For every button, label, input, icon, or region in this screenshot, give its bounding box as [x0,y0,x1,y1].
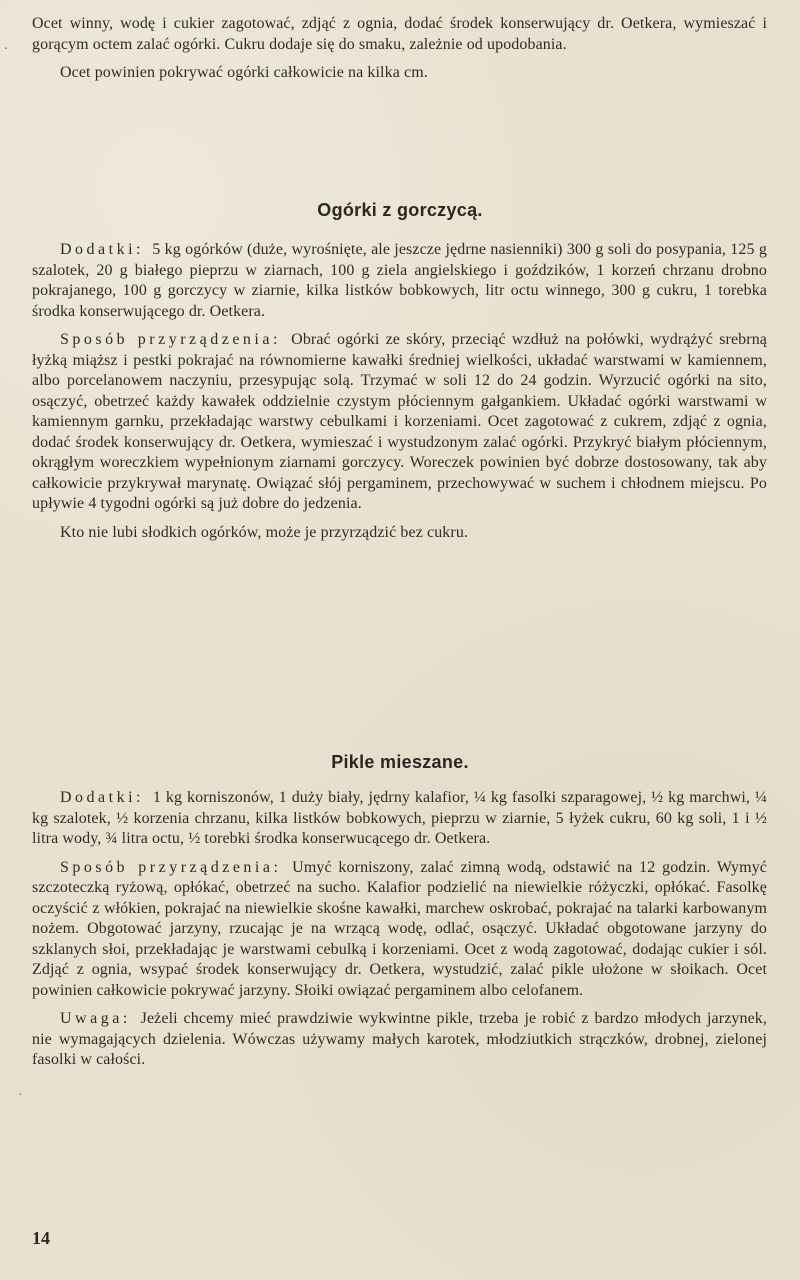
method-label: Sposób przyrządzenia: [60,858,282,876]
note-paragraph: Kto nie lubi słodkich ogórków, może je przyrządzić bez cukru. [60,523,469,541]
method-label: Sposób przyrządzenia: [60,331,281,348]
remark-text: Jeżeli chcemy mieć prawdziwie wykwintne pikle, trzeba je robić z bardzo młodych jarzynek, nie wymagających dzielenia. Wówczas używamy małych karotek, młodziutkich strączków, drobnej, zielonej fasolki w całości. [32,1010,767,1068]
ingredients-paragraph [32,240,767,322]
intro-paragraph-2: Ocet powinien pokrywać ogórki całkowicie na kilka cm. [60,64,428,81]
section-title-ogorki-z-gorczyca: Ogórki z gorczycą. [317,200,483,220]
pikle-mieszane-section [32,788,767,1079]
remark-paragraph [32,1009,767,1071]
ingredients-paragraph [32,788,767,850]
page-number: 14 [32,1228,50,1248]
ingredients-text: 1 kg korniszonów, 1 duży biały, jędrny kalafior, ¼ kg fasolki szparagowej, ½ kg marchwi, ¼ kg szalotek, ½ korzenia chrzanu, kilka listków bobkowych, pieprzu w ziarnie, 5 łyżek cukru, 60 kg soli, 1 i ½ litra wody, ¾ litra octu, ½ torebki środka konserwucącego dr. Oetkera. [32,789,767,847]
intro-section [32,14,767,92]
method-text: Umyć korniszony, zalać zimną wodą, odstawić na 12 godzin. Wymyć szczoteczką ryżową, opłókać, obetrzeć na sucho. Kalafior podzielić na niewielkie różyczki, opłókać. Fasolkę oczyścić z włókien, pokrajać na niewielkie skośne kawałki, marchew oskrobać, pokrajać na talarki karbowanym nożem. Obgotować jarzyny, rzucając je na wrzącą wodę, odlać, osączyć. Układać obgotowane jarzyny do szklanych słoi, przekładając je warstwami cebulką i korzeniami. Ocet z wodą zagotować, dodając cukier i sól. Zdjąć z ognia, wsypać środek konserwujący dr. Oetkera, wystudzić, zalać pikle ułożone w słoikach. Ocet powinien całkowicie pokrywać jarzyny. Słoiki owiązać pergaminem albo celofanem. [32,858,768,999]
intro-paragraph-1: Ocet winny, wodę i cukier zagotować, zdjąć z ognia, dodać środek konserwujący dr. Oetkera, wymieszać i gorącym octem zalać ogórki. Cukru dodaje się do smaku, zależnie od upodobania. [32,15,767,53]
section-title-pikle-mieszane: Pikle mieszane. [331,752,469,772]
ogorki-z-gorczyca-section [32,240,767,551]
ingredients-text: 5 kg ogórków (duże, wyrośnięte, ale jeszcze jędrne nasienniki) 300 g soli do posypania, 125 g szalotek, 20 g białego pieprzu w ziarnach, 100 g ziela angielskiego i goździków, 1 korzeń chrzanu drobno pokrajanego, 100 g gorczycy w ziarnie, kilka listków bobkowych, litr octu winnego, 300 g cukru, 1 torebka środka konserwującego dr. Oetkera. [32,241,767,320]
ingredients-label: Dodatki: [60,241,144,258]
method-paragraph [32,858,767,1002]
method-text: Obrać ogórki ze skóry, przeciąć wzdłuż na połówki, wydrążyć srebrną łyżką miąższ i pestki pokrajać na równomierne kawałki średniej wielkości, układać warstwami w kamiennem, albo porcelanowem naczyniu, przesypując solą. Trzymać w soli 12 do 24 godzin. Wyrzucić ogórki na sito, osączyć, obetrzeć każdy kawałek oddzielnie czystym płóciennym gałgankiem. Układać ogórki warstwami w kamiennym garnku, przekładając warstwy cebulkami i korzeniami. Ocet zagotować z cukrem, zdjąć z ognia, dodać środek konserwujący dr. Oetkera, wymieszać i wystudzonym zalać ogórki. Przykryć białym płóciennym, okrągłym woreczkiem wypełnionym ziarnami gorczycy. Woreczek powinien być dobrze dostosowany, tak aby całkowicie przykrywał marynatę. Owiązać słój pergaminem, przechowywać w suchem i chłodnem miejscu. Po upływie 4 tygodni ogórki są już dobre do jedzenia. [32,331,767,512]
ingredients-label: Dodatki: [60,789,144,806]
method-paragraph [32,330,767,515]
remark-label: Uwaga: [60,1010,131,1027]
margin-mark: · [18,1088,23,1103]
margin-dot: . [4,38,8,53]
